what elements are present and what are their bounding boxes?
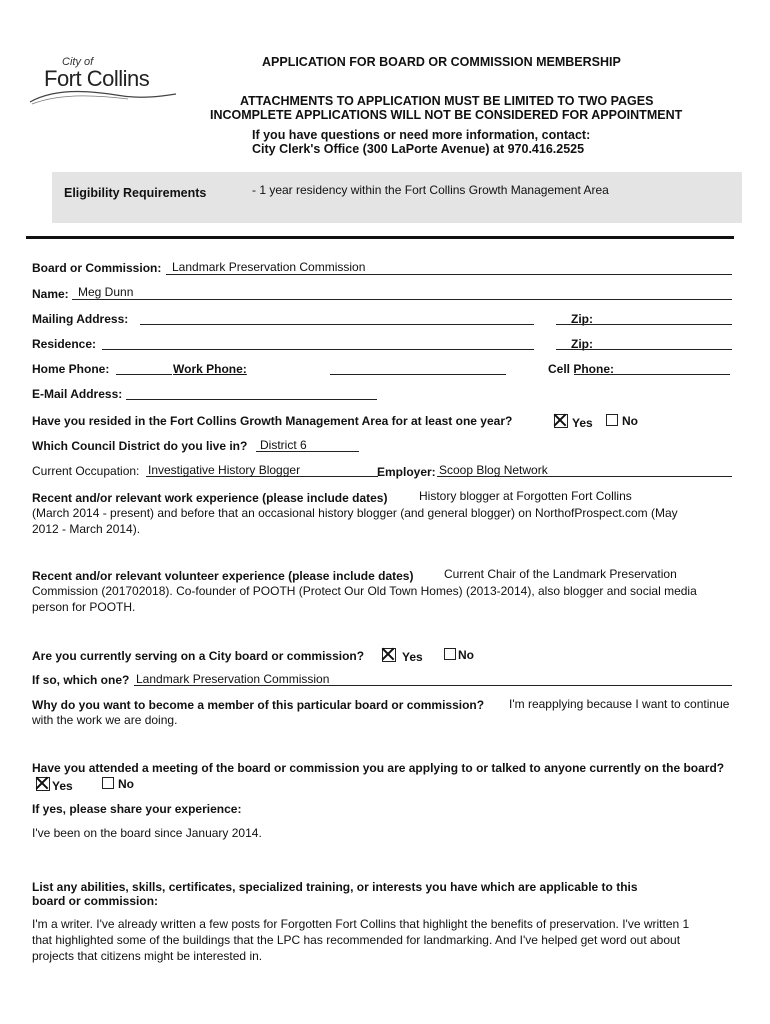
serving-no-checkbox[interactable] bbox=[444, 648, 456, 660]
serving-question: Are you currently serving on a City board or commission? bbox=[32, 649, 365, 663]
eligibility-text: - 1 year residency within the Fort Collins Growth Management Area bbox=[252, 183, 609, 197]
employer-field[interactable]: Scoop Blog Network bbox=[439, 463, 548, 477]
zip-label: Zip: bbox=[571, 312, 593, 326]
residence-field[interactable] bbox=[102, 349, 534, 350]
attended-question: Have you attended a meeting of the board or commission you are applying to or talked to anyone currently on the board? bbox=[32, 761, 725, 775]
serving-yes-label: Yes bbox=[402, 650, 423, 664]
serving-yes-option[interactable] bbox=[382, 648, 423, 664]
attended-yes-option[interactable] bbox=[36, 777, 73, 793]
email-field[interactable] bbox=[126, 399, 377, 400]
logo-name: Fort Collins bbox=[44, 66, 150, 91]
serving-yes-checkbox[interactable] bbox=[382, 648, 396, 662]
name-field-line bbox=[72, 299, 732, 300]
abilities-text[interactable]: I'm a writer. I've already written a few posts for Forgotten Fort Collins that highlight the benefits of preservation. I've written 1 that highlighted some of the buildings that the LPC has recommended for landmarking. And I've helped get word out about projects that citizens might be interested in. bbox=[32, 917, 690, 963]
district-field[interactable]: District 6 bbox=[260, 438, 307, 452]
why-first[interactable]: I'm reapplying because I want to continue bbox=[509, 697, 730, 711]
email-label: E-Mail Address: bbox=[32, 387, 123, 401]
district-label: Which Council District do you live in? bbox=[32, 439, 248, 453]
resided-yes-option[interactable] bbox=[554, 414, 593, 430]
occupation-label: Current Occupation: bbox=[32, 464, 140, 478]
mailing-address-label: Mailing Address: bbox=[32, 312, 129, 326]
board-label: Board or Commission: bbox=[32, 261, 162, 275]
which-board-label: If so, which one? bbox=[32, 673, 130, 687]
resided-question: Have you resided in the Fort Collins Growth Management Area for at least one year? bbox=[32, 414, 513, 428]
form-title: APPLICATION FOR BOARD OR COMMISSION MEMBERSHIP bbox=[262, 55, 621, 69]
work-phone-field[interactable] bbox=[330, 374, 506, 375]
attended-yes-label: Yes bbox=[52, 779, 73, 793]
abilities-label-1: List any abilities, skills, certificates, specialized training, or interests you have which are applicable to this bbox=[32, 880, 638, 894]
cell-phone-field[interactable] bbox=[574, 374, 730, 375]
zip-field[interactable] bbox=[556, 324, 732, 325]
work-experience-first[interactable]: History blogger at Forgotten Fort Collins bbox=[419, 489, 632, 503]
volunteer-experience-label: Recent and/or relevant volunteer experience (please include dates) bbox=[32, 569, 414, 583]
which-board-field[interactable]: Landmark Preservation Commission bbox=[136, 672, 330, 686]
attended-no-option[interactable] bbox=[102, 777, 134, 791]
zip-2-field[interactable] bbox=[556, 349, 732, 350]
attended-yes-checkbox[interactable] bbox=[36, 777, 50, 791]
city-logo bbox=[28, 56, 178, 108]
attended-no-checkbox[interactable] bbox=[102, 777, 114, 789]
why-text[interactable]: with the work we are doing. bbox=[32, 713, 178, 727]
name-label: Name: bbox=[32, 287, 69, 301]
work-phone-label: Work Phone: bbox=[173, 362, 247, 376]
occupation-field[interactable]: Investigative History Blogger bbox=[148, 463, 301, 477]
serving-no-label: No bbox=[458, 648, 474, 662]
employer-label: Employer: bbox=[377, 465, 436, 479]
share-experience-text[interactable]: I've been on the board since January 2014. bbox=[32, 826, 262, 840]
board-field[interactable]: Landmark Preservation Commission bbox=[172, 260, 366, 274]
serving-no-option[interactable] bbox=[444, 648, 474, 662]
volunteer-experience-text[interactable]: Commission (201702018). Co-founder of POOTH (Protect Our Old Town Homes) (2013-2014), also blogger and social media person for POOTH. bbox=[32, 584, 697, 614]
eligibility-label: Eligibility Requirements bbox=[64, 186, 207, 200]
resided-no-option[interactable] bbox=[606, 414, 638, 428]
residence-label: Residence: bbox=[32, 337, 97, 351]
abilities-label-2: board or commission: bbox=[32, 894, 159, 908]
work-experience-label: Recent and/or relevant work experience (please include dates) bbox=[32, 491, 388, 505]
board-field-line bbox=[166, 274, 732, 275]
resided-no-label: No bbox=[622, 414, 638, 428]
why-label: Why do you want to become a member of this particular board or commission? bbox=[32, 698, 485, 712]
resided-yes-checkbox[interactable] bbox=[554, 414, 568, 428]
header-line-3: If you have questions or need more information, contact: bbox=[252, 128, 591, 142]
attended-no-label: No bbox=[118, 777, 134, 791]
cell-phone-label-text: Cell Phone: bbox=[548, 362, 615, 376]
resided-yes-label: Yes bbox=[572, 416, 593, 430]
header-line-2: INCOMPLETE APPLICATIONS WILL NOT BE CONSIDERED FOR APPOINTMENT bbox=[210, 108, 683, 122]
resided-no-checkbox[interactable] bbox=[606, 414, 618, 426]
home-phone-field[interactable] bbox=[116, 374, 172, 375]
volunteer-experience-first[interactable]: Current Chair of the Landmark Preservation bbox=[444, 567, 677, 581]
logo-city-of: City of bbox=[62, 56, 94, 68]
work-experience-text[interactable]: (March 2014 - present) and before that an occasional history blogger (and general blogger) on NorthofProspect.com (May 2012 - March 2014). bbox=[32, 506, 678, 536]
name-field[interactable]: Meg Dunn bbox=[78, 285, 134, 299]
header-line-1: ATTACHMENTS TO APPLICATION MUST BE LIMITED TO TWO PAGES bbox=[240, 94, 654, 108]
mailing-address-field[interactable] bbox=[140, 324, 534, 325]
share-experience-label: If yes, please share your experience: bbox=[32, 802, 242, 816]
header-line-4: City Clerk's Office (300 LaPorte Avenue) at 970.416.2525 bbox=[252, 142, 585, 156]
zip-2-label: Zip: bbox=[571, 337, 593, 351]
home-phone-label: Home Phone: bbox=[32, 362, 110, 376]
section-divider bbox=[26, 236, 734, 239]
